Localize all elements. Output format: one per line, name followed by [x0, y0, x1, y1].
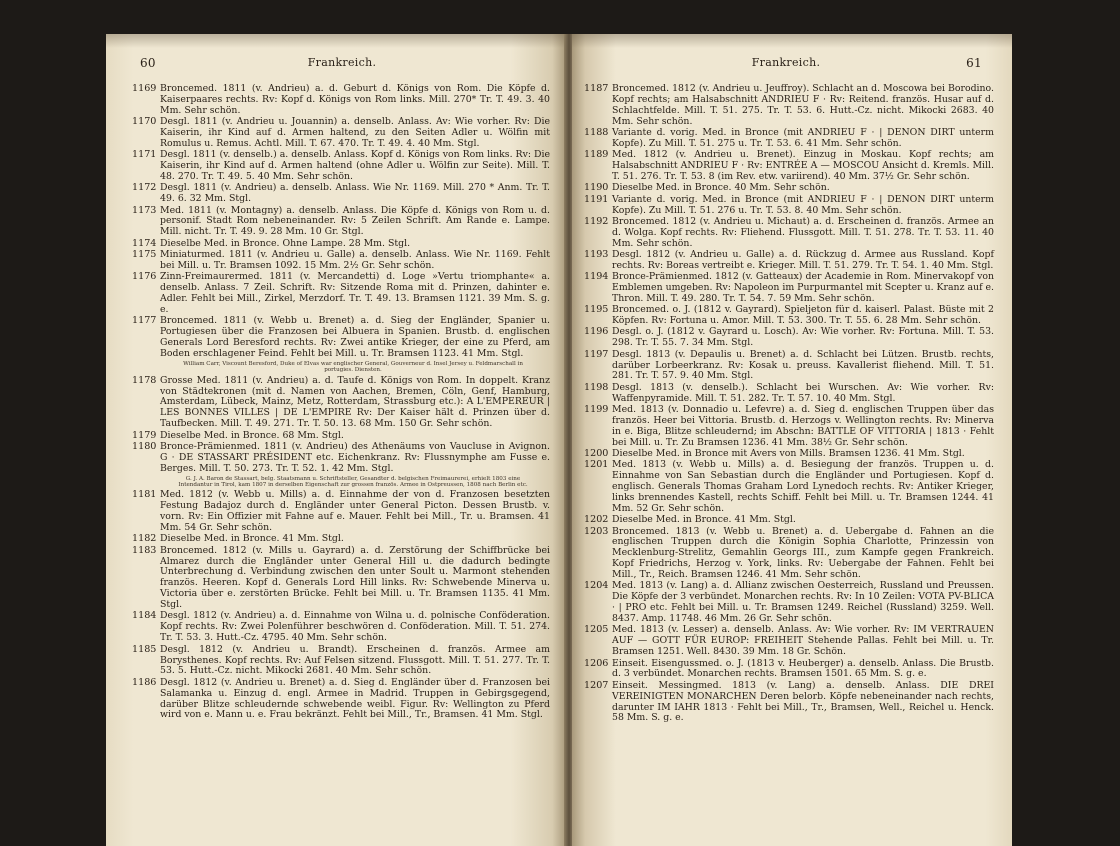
entry-number: 1194 [584, 271, 609, 283]
entry-description: Med. 1813 (v. Donnadio u. Lefevre) a. d. Sieg d. englischen Truppen über das französ. Heer bei Vittoria. Brustb. d. Herzogs v. Wellington rechts. Rv: Minerva in e. Biga, Blitze schleudernd; im Abschn: BATTLE OF VITTORIA | 1813 · Fehlt bei Mill. u. Tr. Zu Bramsen 1236. 41 Mm. 38½ Gr. Sehr schön. [612, 403, 994, 448]
entry-number: 1200 [584, 447, 609, 459]
entry-description: Desgl. 1811 (v. Andrieu u. Jouannin) a. denselb. Anlass. Av: Wie vorher. Rv: Die Kaiserin, ihr Kind auf d. Armen haltend, zu den Seiten Adler u. Wölfin mit Romulus u. Remus. Achtl. Mill. T. 67. 470. Tr. T. 49. 4. 40 Mm. Stgl. [160, 116, 550, 149]
entry-number: 1181 [132, 489, 157, 501]
catalog-entry [584, 581, 994, 625]
catalog-entry [584, 217, 994, 250]
catalog-entry [584, 183, 994, 194]
entry-number: 1202 [584, 514, 609, 526]
entry-description: Bronce-Prämienmed. 1812 (v. Gatteaux) der Academie in Rom. Minervakopf von Emblemen umgeben. Rv: Napoleon im Purpurmantel mit Scepter u. Kranz auf e. Thron. Mill. T. 49. 280. Tr. T. 54. 7. 59 Mm. Sehr schön. [612, 271, 994, 304]
entry-number: 1197 [584, 348, 609, 360]
catalog-entry [132, 431, 550, 442]
entry-description: Grosse Med. 1811 (v. Andrieu) a. d. Taufe d. Königs von Rom. In doppelt. Kranz von Städtekronen (mit d. Namen von Aachen, Bremen, Cöln, Genf, Hamburg, Amsterdam, Lübeck, Mainz, Metz, Rotterdam, Strassburg etc.): A L'EMPEREUR | LES BONNES VILLES | DE L'EMPIRE Rv: Der Kaiser hält d. Prinzen über d. Taufbecken. Mill. T. 49. 271. Tr. T. 50. 13. 68 Mm. 150 Gr. Sehr schön. [160, 374, 550, 430]
catalog-entry [132, 678, 550, 722]
entry-footnote: G. J. A. Baron de Stassart, belg. Staatsmann u. Schriftsteller, Gesandter d. belgischen Freimaurerei, erhielt 1803 eine Intendantur in Tirol, kam 1807 in derselben Eigenschaft zur grossen französ. Armee in Ostpreussen, 1808 nach Berlin etc. [178, 475, 528, 488]
entry-number: 1196 [584, 326, 609, 338]
catalog-entry [584, 195, 994, 217]
entry-number: 1192 [584, 215, 609, 227]
entry-number: 1177 [132, 315, 157, 327]
entry-footnote: William Carr, Viscount Beresford, Duke of Elvas war englischer General, Gouverneur d. Insel Jersey u. Feldmarschall in portugies. Diensten. [183, 360, 523, 374]
entry-description: Broncemed. 1811 (v. Andrieu) a. d. Geburt d. Königs von Rom. Die Köpfe d. Kaiserpaares rechts. Rv: Kopf d. Königs von Rom links. Mill. 270* Tr. T. 49. 3. 40 Mm. Sehr schön. [160, 83, 550, 116]
page-number: 60 [140, 56, 156, 70]
entry-number: 1195 [584, 304, 609, 316]
entry-description: Dieselbe Med. in Bronce. Ohne Lampe. 28 Mm. Stgl. [160, 237, 411, 249]
catalog-entry [132, 611, 550, 644]
entry-description: Variante d. vorig. Med. in Bronce (mit ANDRIEU F · | DENON DIRT unterm Kopfe). Zu Mill. T. 51. 275 u. Tr. T. 53. 6. 41 Mm. Sehr schön. [612, 127, 994, 149]
running-head: Frankreich. [307, 56, 377, 69]
catalog-entry [132, 239, 550, 250]
catalog-entry [584, 681, 994, 725]
entry-number: 1185 [132, 643, 157, 655]
catalog-entries-right [584, 84, 994, 725]
entry-number: 1198 [584, 381, 609, 393]
page-number: 61 [966, 56, 982, 70]
entry-number: 1199 [584, 403, 609, 415]
entry-number: 1190 [584, 182, 609, 194]
catalog-entry [584, 305, 994, 327]
catalog-entry [584, 350, 994, 383]
entry-number: 1173 [132, 204, 157, 216]
entry-number: 1174 [132, 237, 157, 249]
entry-description: Einseit. Messingmed. 1813 (v. Lang) a. denselb. Anlass. DIE DREI VEREINIGTEN MONARCHEN Deren belorb. Köpfe nebeneinander nach rechts, darunter IM IAHR 1813 · Fehlt bei Mill., Tr., Bramsen, Well., Reichel u. Henck. 58 Mm. S. g. e. [612, 679, 994, 724]
catalog-entry [132, 183, 550, 205]
entry-description: Med. 1813 (v. Lesser) a. denselb. Anlass. Av: Wie vorher. Rv: IM VERTRAUEN AUF — GOTT FÜR EUROP: FREIHEIT Stehende Pallas. Fehlt bei Mill. u. Tr. Bramsen 1251. Well. 8430. 39 Mm. 18 Gr. Schön. [612, 624, 994, 658]
catalog-entry [132, 316, 550, 360]
catalog-entry [132, 376, 550, 431]
entry-description: Broncemed. 1812 (v. Andrieu u. Jeuffroy). Schlacht an d. Moscowa bei Borodino. Kopf rechts; am Halsabschnitt ANDRIEU F · Rv: Reitend. französ. Husar auf d. Schlachtfelde. Mill. T. 51. 275. Tr. T. 53. 6. Hutt.-Cz. nicht. Mikocki 2683. 40 Mm. Sehr schön. [612, 83, 994, 127]
entry-number: 1180 [132, 440, 157, 452]
entry-description: Variante d. vorig. Med. in Bronce (mit ANDRIEU F · | DENON DIRT unterm Kopfe). Zu Mill. T. 51. 276 u. Tr. T. 53. 8. 40 Mm. Sehr schön. [612, 193, 994, 216]
entry-number: 1170 [132, 116, 157, 128]
entry-number: 1193 [584, 248, 609, 260]
left-page [106, 34, 566, 846]
catalog-entry [132, 645, 550, 678]
entry-number: 1188 [584, 127, 609, 139]
entry-description: Med. 1812 (v. Andrieu u. Brenet). Einzug in Moskau. Kopf rechts; am Halsabschnitt ANDRIEU F · Rv: ENTRÉE A — MOSCOU Ansicht d. Kremls. Mill. T. 51. 276. Tr. T. 53. 8 (im Rev. etw. variirend). 40 Mm. 37½ Gr. Sehr schön. [612, 149, 994, 183]
entry-number: 1205 [584, 624, 609, 636]
entry-number: 1172 [132, 182, 157, 194]
catalog-entry [584, 405, 994, 449]
entry-number: 1189 [584, 149, 609, 161]
catalog-entry [584, 84, 994, 128]
entry-number: 1171 [132, 149, 157, 161]
right-page [572, 34, 1012, 846]
catalog-entry [584, 250, 994, 272]
entry-description: Dieselbe Med. in Bronce. 41 Mm. Stgl. [160, 533, 344, 545]
entry-description: Desgl. 1812 (v. Andrieu u. Galle) a. d. Rückzug d. Armee aus Russland. Kopf rechts. Rv: Boreas vertreibt e. Krieger. Mill. T. 51. 279. Tr. T. 54. 1. 40 Mm. Stgl. [612, 248, 994, 271]
catalog-entry [584, 150, 994, 183]
entry-number: 1175 [132, 248, 157, 260]
catalog-entry [584, 272, 994, 305]
entry-description: Desgl. 1811 (v. denselb.) a. denselb. Anlass. Kopf d. Königs von Rom links. Rv: Die Kaiserin, ihr Kind auf d. Armen haltend (ohne Adler u. Wölfin zur Seite). Mill. T. 48. 270. Tr. T. 49. 5. 40 Mm. Sehr schön. [160, 149, 550, 183]
page-edge-shadow [572, 34, 1012, 48]
entry-number: 1178 [132, 374, 157, 386]
catalog-entry [132, 206, 550, 239]
catalog-entry [584, 449, 994, 460]
entry-number: 1183 [132, 544, 157, 556]
entry-description: Desgl. 1813 (v. Depaulis u. Brenet) a. d. Schlacht bei Lützen. Brustb. rechts, darüber Lorbeerkranz. Rv: Kosak u. preuss. Kavallerist fliehend. Mill. T. 51. 281. Tr. T. 57. 9. 40 Mm. Stgl. [612, 348, 994, 382]
catalog-entry [584, 128, 994, 150]
catalog-entries-left [132, 84, 550, 722]
entry-number: 1204 [584, 580, 609, 592]
entry-description: Desgl. 1812 (v. Andrieu u. Brandt). Erscheinen d. französ. Armee am Borysthenes. Kopf rechts. Rv: Auf Felsen sitzend. Flussgott. Mill. T. 51. 277. Tr. T. 53. 5. Hutt.-Cz. nicht. Mikocki 2681. 40 Mm. Sehr schön. [160, 643, 550, 677]
entry-description: Desgl. 1811 (v. Andrieu) a. denselb. Anlass. Wie Nr. 1169. Mill. 270 * Anm. Tr. T. 49. 6. 32 Mm. Stgl. [160, 182, 550, 205]
entry-number: 1206 [584, 657, 609, 669]
entry-description: Desgl. 1812 (v. Andrieu) a. d. Einnahme von Wilna u. d. polnische Conföderation. Kopf rechts. Rv: Zwei Polenführer beschwören d. Conföderation. Mill. T. 51. 274. Tr. T. 53. 3. Hutt.-Cz. 4795. 40 Mm. Sehr schön. [160, 610, 550, 644]
catalog-entry [132, 490, 550, 534]
entry-description: Broncemed. 1813 (v. Webb u. Brenet) a. d. Uebergabe d. Fahnen an die englischen Truppen durch die Königin Sophia Charlotte, Prinzessin von Mecklenburg-Strelitz, Gemahlin Georgs III., zum Kampfe gegen Frankreich. Kopf Friedrichs, Herzog v. York, links. Rv: Uebergabe der Fahnen. Fehlt bei Mill., Tr., Reich. Bramsen 1246. 41 Mm. Sehr schön. [612, 525, 994, 581]
catalog-entry [584, 383, 994, 405]
open-book [106, 34, 1012, 846]
entry-description: Bronce-Prämienmed. 1811 (v. Andrieu) des Athenäums von Vaucluse in Avignon. G · DE STASSART PRÉSIDENT etc. Eichenkranz. Rv: Flussnymphe am Fusse e. Berges. Mill. T. 50. 273. Tr. T. 52. 1. 42 Mm. Stgl. [160, 440, 550, 474]
entry-description: Dieselbe Med. in Bronce. 41 Mm. Stgl. [612, 514, 796, 526]
entry-description: Med. 1813 (v. Lang) a. d. Allianz zwischen Oesterreich, Russland und Preussen. Die Köpfe der 3 verbündet. Monarchen rechts. Rv: In 10 Zeilen: VOTA PV-BLICA · | PRO etc. Fehlt bei Mill. u. Tr. Bramsen 1249. Reichel (Russland) 3259. Well. 8437. Amp. 11748. 46 Mm. 26 Gr. Sehr schön. [612, 580, 994, 625]
entry-description: Einseit. Eisengussmed. o. J. (1813 v. Heuberger) a. denselb. Anlass. Die Brustb. d. 3 verbündet. Monarchen rechts. Bramsen 1501. 65 Mm. S. g. e. [612, 657, 994, 680]
entry-number: 1186 [132, 676, 157, 688]
catalog-entry [584, 527, 994, 582]
entry-number: 1207 [584, 679, 609, 691]
catalog-entry [132, 546, 550, 611]
entry-number: 1191 [584, 193, 609, 205]
entry-description: Desgl. 1813 (v. denselb.). Schlacht bei Wurschen. Av: Wie vorher. Rv: Waffenpyramide. Mill. T. 51. 282. Tr. T. 57. 10. 40 Mm. Stgl. [612, 381, 994, 404]
catalog-entry [132, 272, 550, 316]
catalog-entry [132, 534, 550, 545]
entry-description: Med. 1813 (v. Webb u. Mills) a. d. Besiegung der französ. Truppen u. d. Einnahme von San Sebastian durch die Engländer und Portugiesen. Kopf d. englisch. Generals Thomas Graham Lord Lynedoch rechts. Rv: Antiker Krieger, links brennendes Kastell, rechts Schiff. Fehlt bei Mill. u. Tr. Bramsen 1244. 41 Mm. 52 Gr. Sehr schön. [612, 459, 994, 514]
entry-description: Broncemed. 1812 (v. Mills u. Gayrard) a. d. Zerstörung der Schiffbrücke bei Almarez durch die Engländer unter General Hill u. die dadurch bedingte Unterbrechung d. Verbindung zwischen den unter Soult u. Marmont stehenden französ. Heeren. Kopf d. Generals Lord Hill links. Rv: Schwebende Minerva u. Victoria über e. zerstörten Brücke. Fehlt bei Mill. u. Tr. Bramsen 1135. 41 Mm. Stgl. [160, 544, 550, 611]
entry-description: Miniaturmed. 1811 (v. Andrieu u. Galle) a. denselb. Anlass. Wie Nr. 1169. Fehlt bei Mill. u. Tr. Bramsen 1092. 15 Mm. 2½ Gr. Sehr schön. [160, 248, 550, 271]
entry-description: Broncemed. 1812 (v. Andrieu u. Michaut) a. d. Erscheinen d. französ. Armee an d. Wolga. Kopf rechts. Rv: Fliehend. Flussgott. Mill. T. 51. 278. Tr. T. 53. 11. 40 Mm. Sehr schön. [612, 215, 994, 249]
catalog-entry [132, 442, 550, 475]
entry-description: Dieselbe Med. in Bronce. 40 Mm. Sehr schön. [612, 182, 830, 194]
catalog-entry [584, 625, 994, 658]
catalog-entry [132, 117, 550, 150]
entry-number: 1182 [132, 533, 157, 545]
entry-description: Broncemed. o. J. (1812 v. Gayrard). Spieljeton für d. kaiserl. Palast. Büste mit 2 Köpfen. Rv: Fortuna u. Amor. Mill. T. 53. 300. Tr. T. 55. 6. 28 Mm. Sehr schön. [612, 304, 994, 327]
catalog-entry [584, 460, 994, 515]
entry-description: Dieselbe Med. in Bronce mit Avers von Mills. Bramsen 1236. 41 Mm. Stgl. [612, 447, 965, 459]
entry-number: 1184 [132, 610, 157, 622]
entry-description: Desgl. 1812 (v. Andrieu u. Brenet) a. d. Sieg d. Engländer über d. Franzosen bei Salamanka u. Einzug d. engl. Armee in Madrid. Truppen in Gebirgsgegend, darüber Blitze schleudernde schwebende weibl. Figur. Rv: Wellington zu Pferd wird von e. Mann u. e. Frau bekränzt. Fehlt bei Mill., Tr., Bramsen. 41 Mm. Stgl. [160, 676, 550, 721]
entry-description: Zinn-Freimaurermed. 1811 (v. Mercandetti) d. Loge »Vertu triomphante« a. denselb. Anlass. 7 Zeil. Schrift. Rv: Sitzende Roma mit d. Prinzen, dahinter e. Adler. Fehlt bei Mill., Zirkel, Merzdorf. Tr. T. 49. 13. Bramsen 1121. 39 Mm. S. g. e. [160, 271, 550, 315]
page-edge-shadow [106, 34, 566, 48]
catalog-entry [584, 515, 994, 526]
catalog-entry [584, 327, 994, 349]
entry-description: Med. 1811 (v. Montagny) a. denselb. Anlass. Die Köpfe d. Königs von Rom u. d. personif. Stadt Rom nebeneinander. Rv: 5 Zeilen Schrift. Am Rande e. Lampe. Mill. nicht. Tr. T. 49. 9. 28 Mm. 10 Gr. Stgl. [160, 204, 550, 238]
entry-description: Dieselbe Med. in Bronce. 68 Mm. Stgl. [160, 429, 344, 441]
catalog-entry [132, 150, 550, 183]
entry-description: Broncemed. 1811 (v. Webb u. Brenet) a. d. Sieg der Engländer, Spanier u. Portugiesen über die Franzosen bei Albuera in Spanien. Brustb. d. englischen Generals Lord Beresford rechts. Rv: Zwei antike Krieger, der eine zu Pferd, am Boden erschlagener Feind. Fehlt bei Mill. u. Tr. Bramsen 1123. 41 Mm. Stgl. [160, 315, 550, 359]
entry-number: 1176 [132, 271, 157, 283]
catalog-entry [132, 250, 550, 272]
entry-number: 1187 [584, 83, 609, 94]
running-head: Frankreich. [751, 56, 821, 69]
entry-number: 1201 [584, 459, 609, 471]
entry-number: 1169 [132, 83, 157, 94]
entry-number: 1203 [584, 525, 609, 537]
entry-description: Med. 1812 (v. Webb u. Mills) a. d. Einnahme der von d. Franzosen besetzten Festung Badajoz durch d. Engländer unter General Picton. Dessen Brustb. v. vorn. Rv: Ein Offizier mit Fahne auf e. Mauer. Fehlt bei Mill., Tr. u. Bramsen. 41 Mm. 54 Gr. Sehr schön. [160, 489, 550, 534]
catalog-entry [132, 84, 550, 117]
catalog-entry [584, 659, 994, 681]
entry-number: 1179 [132, 429, 157, 441]
entry-description: Desgl. o. J. (1812 v. Gayrard u. Losch). Av: Wie vorher. Rv: Fortuna. Mill. T. 53. 298. Tr. T. 55. 7. 34 Mm. Stgl. [612, 326, 994, 349]
